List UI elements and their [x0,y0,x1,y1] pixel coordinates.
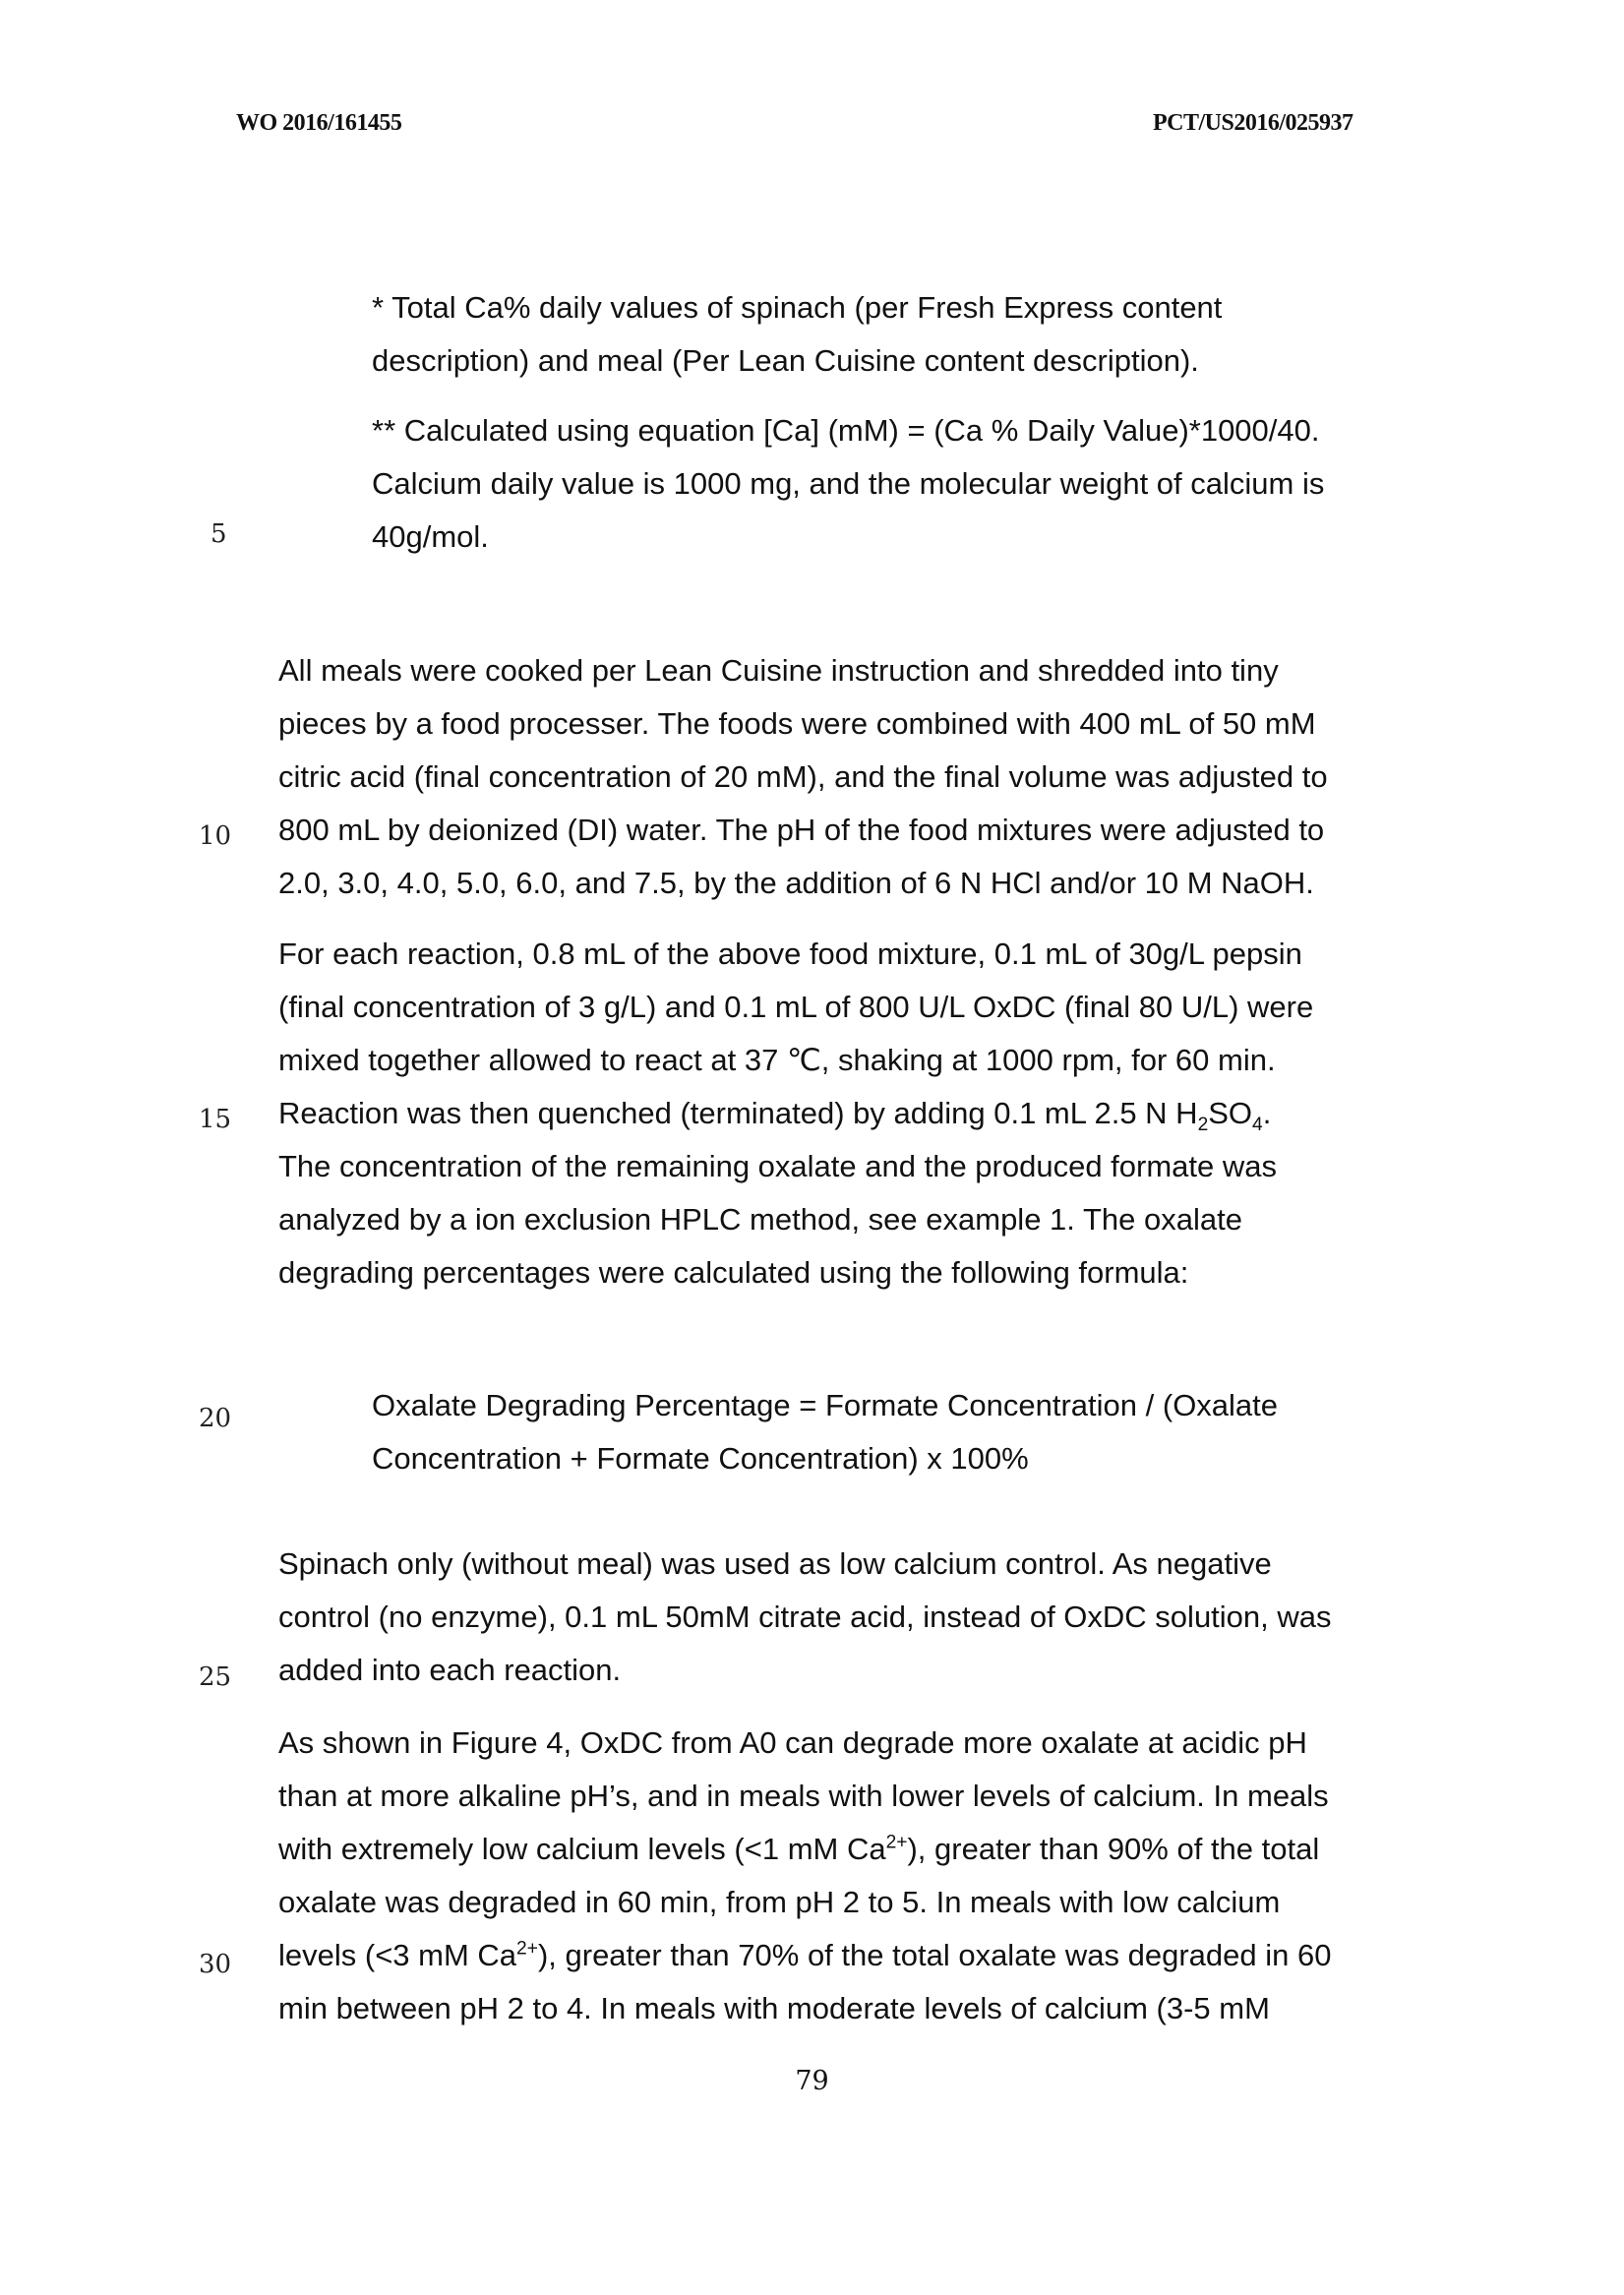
text-line [278,1087,1313,1140]
text-line: than at more alkaline pH’s, and in meals with lower levels of calcium. In meals [278,1779,1329,1813]
text-line [278,1823,1331,1876]
text-line: As shown in Figure 4, OxDC from A0 can degrade more oxalate at acidic pH [278,1725,1307,1760]
footnote-daily-values [372,281,1222,388]
line-number: 30 [199,1950,232,1979]
text-line: mixed together allowed to react at 37 ℃, shaking at 1000 rpm, for 60 min. [278,1043,1276,1077]
text-segment: SO [1208,1096,1253,1130]
subscript: 4 [1252,1115,1263,1136]
text-line: 2.0, 3.0, 4.0, 5.0, 6.0, and 7.5, by the addition of 6 N HCl and/or 10 M NaOH. [278,866,1314,900]
text-segment: ), greater than 90% of the total [907,1832,1320,1866]
application-number: PCT/US2016/025937 [1153,110,1353,136]
page-number: 79 [795,2066,829,2096]
text-line: Spinach only (without meal) was used as low calcium control. As negative [278,1546,1272,1581]
text-line: min between pH 2 to 4. In meals with moderate levels of calcium (3-5 mM [278,1991,1270,2025]
footnote-calculation [372,404,1324,564]
paragraph-meal-preparation [278,644,1328,910]
text-line: description) and meal (Per Lean Cuisine content description). [372,343,1199,378]
text-line: All meals were cooked per Lean Cuisine instruction and shredded into tiny [278,653,1279,688]
text-line: Oxalate Degrading Percentage = Formate Concentration / (Oxalate [372,1388,1279,1422]
text-line: 40g/mol. [372,519,489,554]
publication-number: WO 2016/161455 [236,110,402,136]
text-segment: . [1262,1096,1272,1130]
text-line: 800 mL by deionized (DI) water. The pH of the food mixtures were adjusted to [278,813,1325,847]
text-line: The concentration of the remaining oxalate and the produced formate was [278,1149,1278,1183]
text-line: For each reaction, 0.8 mL of the above food mixture, 0.1 mL of 30g/L pepsin [278,936,1302,971]
text-line: pieces by a food processer. The foods were combined with 400 mL of 50 mM [278,706,1316,741]
text-line: oxalate was degraded in 60 min, from pH 2 to 5. In meals with low calcium [278,1885,1281,1919]
superscript: 2+ [516,1938,538,1960]
paragraph-controls [278,1538,1332,1697]
text-line: added into each reaction. [278,1653,622,1687]
text-line [278,1929,1331,1982]
text-line: Concentration + Formate Concentration) x 100% [372,1441,1029,1476]
text-line: control (no enzyme), 0.1 mL 50mM citrate acid, instead of OxDC solution, was [278,1600,1332,1634]
line-number: 25 [199,1662,232,1692]
text-line: degrading percentages were calculated using the following formula: [278,1255,1189,1290]
paragraph-results [278,1717,1331,2035]
line-number: 20 [199,1404,232,1433]
text-segment: levels (<3 mM Ca [278,1938,517,1972]
formula-degrading-percentage [372,1379,1278,1485]
text-line: Calcium daily value is 1000 mg, and the molecular weight of calcium is [372,466,1325,501]
text-segment: ), greater than 70% of the total oxalate was degraded in 60 [537,1938,1332,1972]
text-segment: Reaction was then quenched (terminated) by adding 0.1 mL 2.5 N H [278,1096,1198,1130]
subscript: 2 [1197,1115,1209,1136]
text-line: * Total Ca% daily values of spinach (per Fresh Express content [372,290,1223,325]
text-line: (final concentration of 3 g/L) and 0.1 mL of 800 U/L OxDC (final 80 U/L) were [278,990,1314,1024]
text-line: analyzed by a ion exclusion HPLC method, see example 1. The oxalate [278,1202,1242,1237]
text-line: ** Calculated using equation [Ca] (mM) = (Ca % Daily Value)*1000/40. [372,413,1320,448]
line-number: 10 [199,821,232,851]
line-number: 15 [199,1105,232,1134]
text-line: citric acid (final concentration of 20 mM), and the final volume was adjusted to [278,759,1328,794]
paragraph-reaction-procedure [278,928,1313,1299]
line-number: 5 [211,519,227,549]
text-segment: with extremely low calcium levels (<1 mM Ca [278,1832,886,1866]
superscript: 2+ [885,1832,908,1853]
